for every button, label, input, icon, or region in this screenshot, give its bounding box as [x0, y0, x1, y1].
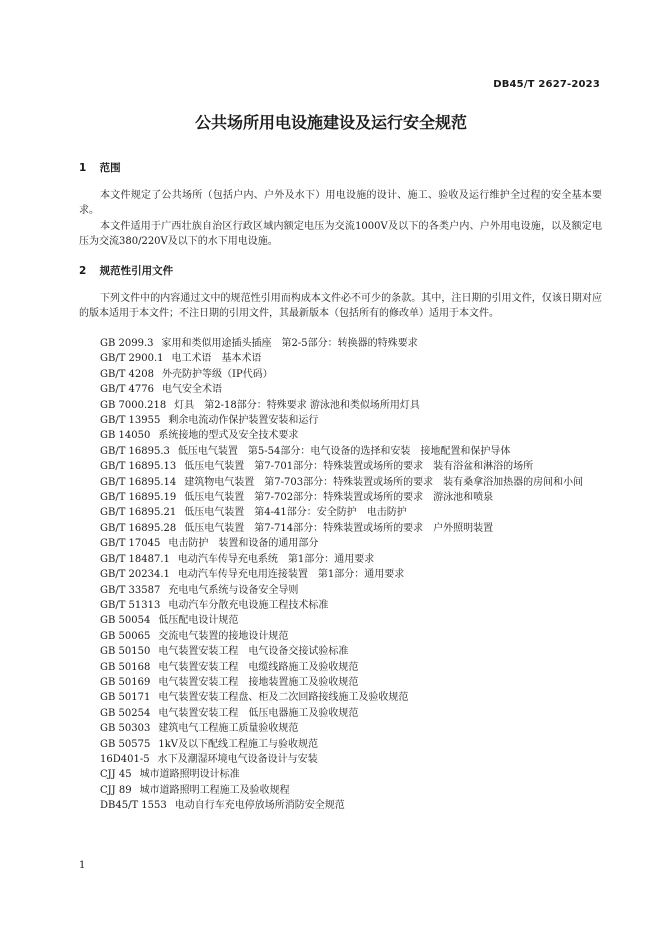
reference-item — [79, 567, 602, 582]
reference-code: CJJ 45 — [100, 769, 132, 781]
reference-item — [79, 336, 602, 351]
reference-title: 家用和类似用途插头插座 第2-5部分：转换器的特殊要求 — [161, 338, 418, 349]
reference-item — [79, 552, 602, 567]
page-number: 1 — [79, 860, 86, 871]
reference-item — [79, 767, 602, 782]
reference-item — [79, 521, 602, 536]
reference-item — [79, 675, 602, 690]
section-2-heading — [79, 263, 173, 278]
reference-title: 电工术语 基本术语 — [171, 353, 262, 365]
reference-item — [79, 367, 602, 382]
reference-code: GB/T 16895.21 — [100, 507, 177, 519]
reference-title: 充电电气系统与设备安全导则 — [168, 584, 299, 596]
reference-title: 灯具 第2-18部分：特殊要求 游泳池和类似场所用灯具 — [174, 399, 420, 411]
reference-code: GB/T 16895.19 — [100, 492, 177, 504]
reference-title: 电气装置安装工程 接地装置施工及验收规范 — [158, 676, 359, 688]
reference-item — [79, 721, 602, 736]
document-title: 公共场所用电设施建设及运行安全规范 — [194, 113, 467, 132]
reference-title: 低压电气装置 第7-702部分：特殊装置或场所的要求 游泳池和喷泉 — [184, 492, 494, 504]
reference-item — [79, 752, 602, 767]
reference-title: 建筑电气工程施工质量验收规范 — [158, 723, 299, 735]
reference-code: CJJ 89 — [100, 784, 132, 796]
standard-code: DB45/T 2627-2023 — [493, 79, 600, 90]
reference-item — [79, 629, 602, 644]
reference-code: GB/T 13955 — [100, 415, 161, 427]
reference-code: GB/T 4776 — [100, 384, 155, 396]
reference-title: 电气装置安装工程 低压电器施工及验收规范 — [158, 707, 359, 719]
reference-item — [79, 398, 602, 413]
reference-code: GB 50065 — [100, 630, 151, 642]
reference-code: GB 50150 — [100, 646, 151, 658]
reference-title: 电动汽车传导充电系统 第1部分：通用要求 — [177, 553, 375, 565]
reference-item — [79, 413, 602, 428]
reference-title: 建筑物电气装置 第7-703部分：特殊装置或场所的要求 装有桑拿浴加热器的房间和小间 — [184, 476, 584, 488]
reference-code: 16D401-5 — [100, 753, 150, 765]
scope-text-1: 本文件规定了公共场所（包括户内、户外及水下）用电设施的设计、施工、验收及运行维护全过程的安全基本要求。 — [79, 190, 602, 216]
reference-list — [79, 336, 602, 814]
reference-title: 低压电气装置 第4-41部分：安全防护 电击防护 — [184, 507, 407, 519]
reference-item — [79, 351, 602, 366]
reference-item — [79, 613, 602, 628]
reference-code: GB 7000.218 — [100, 399, 167, 411]
reference-title: 电动自行车充电停放场所消防安全规范 — [174, 800, 345, 812]
reference-code: GB 14050 — [100, 430, 151, 442]
reference-code: GB 50254 — [100, 707, 151, 719]
section-2-intro — [79, 291, 602, 321]
reference-code: GB/T 4208 — [100, 368, 155, 380]
reference-title: 城市道路照明设计标准 — [139, 769, 240, 781]
reference-item — [79, 644, 602, 659]
reference-code: GB 50054 — [100, 615, 151, 627]
reference-code: DB45/T 1553 — [100, 800, 167, 812]
reference-title: 外壳防护等级（IP代码） — [162, 368, 273, 380]
reference-item — [79, 459, 602, 474]
reference-item — [79, 475, 602, 490]
reference-item — [79, 706, 602, 721]
reference-title: 电气安全术语 — [162, 384, 223, 396]
reference-title: 交流电气装置的接地设计规范 — [158, 630, 289, 642]
reference-title: 城市道路照明工程施工及验收规程 — [139, 784, 290, 796]
reference-code: GB/T 51313 — [100, 599, 161, 611]
section-2-number: 2 — [79, 265, 87, 277]
reference-code: GB/T 33587 — [100, 584, 161, 596]
reference-item — [79, 798, 602, 813]
section-1-paragraph-1 — [79, 188, 602, 218]
reference-item — [79, 536, 602, 551]
reference-code: GB/T 16895.13 — [100, 461, 177, 473]
reference-code: GB/T 2900.1 — [100, 353, 164, 365]
reference-title: 电气装置安装工程 电缆线路施工及验收规范 — [158, 661, 359, 673]
reference-code: GB/T 16895.14 — [100, 476, 177, 488]
reference-code: GB 50168 — [100, 661, 151, 673]
reference-title: 电击防护 装置和设备的通用部分 — [168, 538, 319, 550]
reference-item — [79, 690, 602, 705]
reference-title: 低压配电设计规范 — [158, 615, 239, 627]
reference-code: GB/T 18487.1 — [100, 553, 170, 565]
reference-code: GB 50303 — [100, 723, 151, 735]
reference-code: GB 50575 — [100, 738, 151, 750]
reference-item — [79, 660, 602, 675]
reference-item — [79, 444, 602, 459]
references-intro-text: 下列文件中的内容通过文中的规范性引用而构成本文件必不可少的条款。其中，注日期的引用文件，仅该日期对应的版本适用于本文件；不注日期的引用文件，其最新版本（包括所有的修改单）适用于本文件。 — [79, 293, 602, 319]
reference-item — [79, 737, 602, 752]
reference-code: GB/T 16895.3 — [100, 445, 170, 457]
reference-title: 低压电气装置 第7-701部分：特殊装置或场所的要求 装有浴盆和淋浴的场所 — [184, 461, 534, 473]
reference-title: 水下及潮湿环境电气设备设计与安装 — [157, 753, 318, 765]
reference-title: 1kV及以下配线工程施工与验收规范 — [158, 738, 318, 750]
reference-title: 低压电气装置 第7-714部分：特殊装置或场所的要求 户外照明装置 — [184, 522, 494, 534]
reference-title: 系统接地的型式及安全技术要求 — [158, 430, 299, 442]
reference-code: GB 50169 — [100, 676, 151, 688]
reference-item — [79, 598, 602, 613]
section-1-paragraph-2 — [79, 219, 602, 249]
reference-code: GB/T 16895.28 — [100, 522, 177, 534]
section-1-title: 范围 — [99, 162, 121, 174]
section-2-title: 规范性引用文件 — [99, 265, 174, 277]
section-1-number: 1 — [79, 162, 87, 174]
reference-code: GB 50171 — [100, 692, 151, 704]
reference-title: 电气装置安装工程盘、柜及二次回路接线施工及验收规范 — [158, 692, 409, 704]
reference-title: 电动汽车传导充电用连接装置 第1部分：通用要求 — [177, 569, 405, 581]
scope-text-2: 本文件适用于广西壮族自治区行政区域内额定电压为交流1000V及以下的各类户内、户外用电设施，以及额定电压为交流380/220V及以下的水下用电设施。 — [79, 221, 602, 247]
reference-title: 电动汽车分散充电设施工程技术标准 — [168, 599, 329, 611]
reference-title: 低压电气装置 第5-54部分：电气设备的选择和安装 接地配置和保护导体 — [177, 445, 511, 457]
reference-code: GB/T 20234.1 — [100, 569, 170, 581]
reference-item — [79, 490, 602, 505]
reference-item — [79, 583, 602, 598]
reference-item — [79, 505, 602, 520]
reference-title: 剩余电流动作保护装置安装和运行 — [168, 415, 319, 427]
section-1-heading — [79, 160, 121, 175]
reference-code: GB 2099.3 — [100, 338, 154, 349]
reference-item — [79, 783, 602, 798]
reference-item — [79, 428, 602, 443]
reference-code: GB/T 17045 — [100, 538, 161, 550]
reference-title: 电气装置安装工程 电气设备交接试验标准 — [158, 646, 349, 658]
reference-item — [79, 382, 602, 397]
